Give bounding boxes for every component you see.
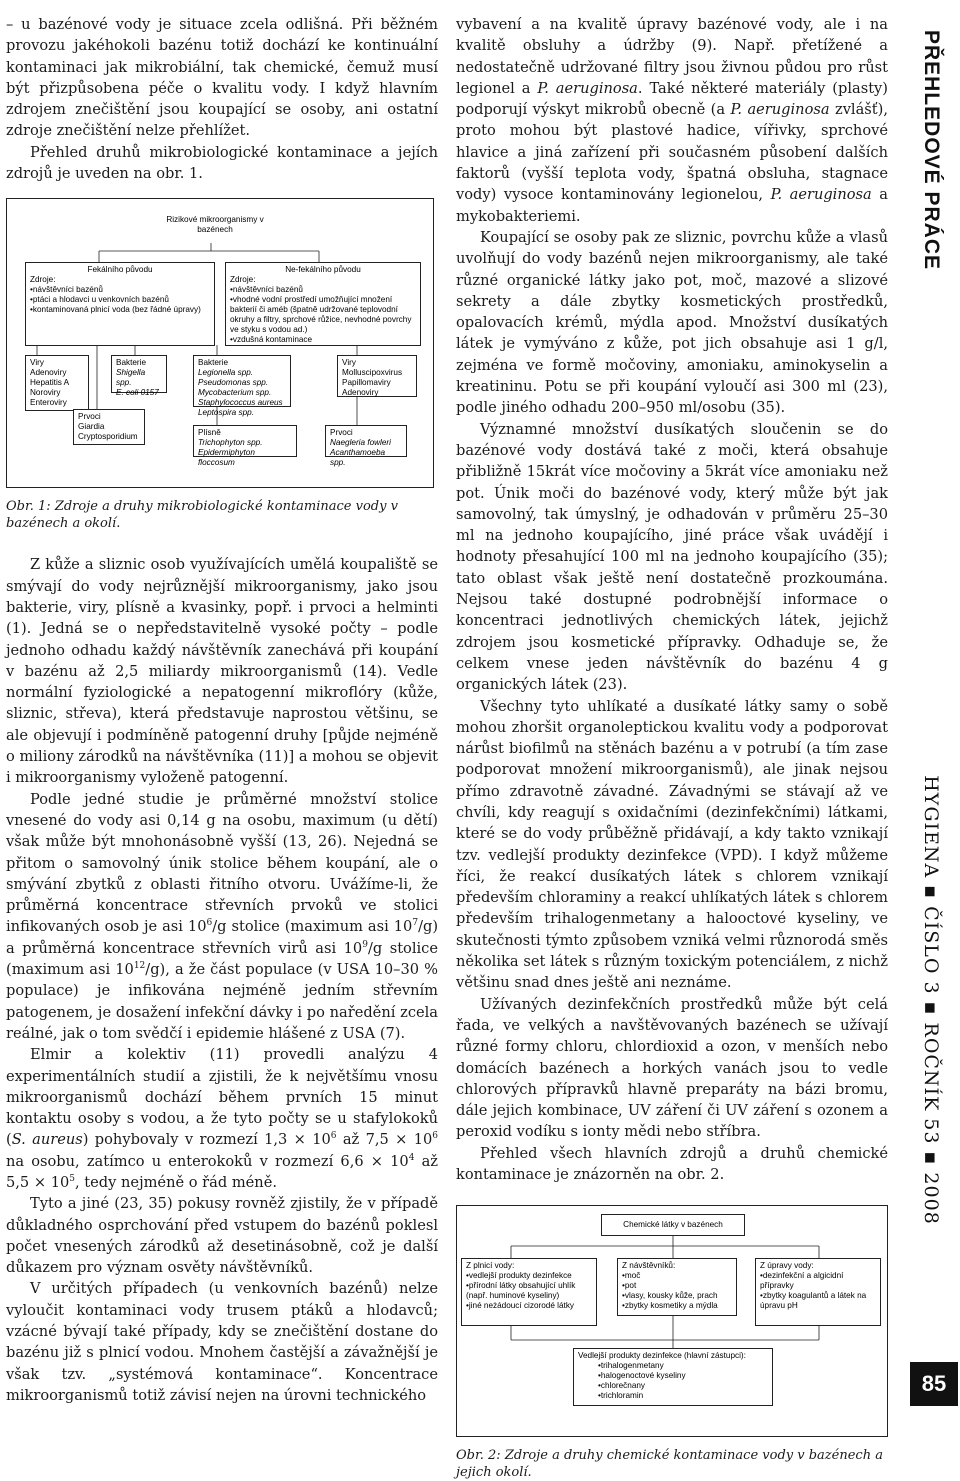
- paragraph: Podle jedné studie je průměrné množství stolice vnesené do vody asi 0,14 g na osobu, maximum (u dětí) však může být mnohonásobně vyšší (13, 26). Nejedná se přitom o samovolný únik stolice během koupání, ale o smývání zbytků z oblasti řitního otvoru. Uvážíme-li, že průměrná koncentrace střevních prvoků ve stolici infikovaných osob je asi $10^6/g$ stolice (maximum asi $10^7/g$) a průměrná koncentrace střevních virů asi $10^9/g$ stolice (maximum asi $10^{12}/g$), a že část populace (v USA 10–30 % populace) je infikována nejméně jedním střevním patogenem, je dosažení infekční dávky i po naředění zcela reálné, jak o tom svědčí i epidemie hlášené z USA (7).: [6, 790, 439, 1042]
- list-item: • pot: [622, 1281, 732, 1291]
- list-item: • moč: [622, 1271, 732, 1281]
- list-item: • vhodné vodní prostředí umožňující množení bakterií či améb (špatně udržované teplovodní okruhy a filtry, sprchové růžice, nevhodné povrchy ve styku s vodou ad.): [230, 295, 416, 335]
- list-item: • chlorečnany: [598, 1381, 768, 1391]
- list-item: • halogenoctové kyseliny: [598, 1371, 768, 1381]
- fig1-top-node: Rizikové mikroorganismy v bazénech: [155, 213, 275, 243]
- list-item: • přírodní látky obsahující uhlík (např. huminové kyseliny): [466, 1281, 592, 1301]
- paragraph: Významné množství dusíkatých sloučenin se do bazénové vody dostává také z moči, která obsahuje přibližně 15krát více močoviny a 5krát více amoniaku než pot. Únik moči do bazénové vody, který může být jak samovolný, tak úmyslný, je odhadován v průměru 25–30 ml na jednoho koupajícího, jiné práce však uvádějí i hodnoty přesahující 100 ml na jednoho koupajícího (35); tato oblast však ještě není dostatečně prozkoumána. Nejsou také dostupné podrobnější informace o koncentraci jednotlivých chemických látek, jejichž zdrojem jsou kosmetické přípravky. Odhaduje se, že celkem vnese jeden návštěvník do bazénu 4 g organických látek (23).: [456, 420, 888, 694]
- fig1-nonfecal-viruses-box: Viry Molluscipoxvirus Papillomaviry Adenoviry: [337, 355, 417, 397]
- fig1-fecal-origin-box: Fekálního původu Zdroje: • návštěvníci bazénů • ptáci a hlodavci u venkovních bazénů • kontaminovaná plnicí voda (bez řádné úpravy): [25, 262, 215, 346]
- paragraph: Tyto a jiné (23, 35) pokusy rovněž zjistily, že v případě důkladného osprchování před vstupem do bazénů poklesl počet vnesených zárodků až desetinásobně, což je další důkazem pro význam osvěty návštěvníků.: [6, 1195, 438, 1277]
- paragraph-continued: vybavení a na kvalitě úpravy bazénové vody, ale i na kvalitě obsluhy a údržby (9). Např. přetížené a nedostatečně udržované filtry jsou živnou půdou pro růst legionel a P. aeruginosa. Také některé materiály (plasty) podporují výskyt mikrobů obecně (a P. aeruginosa zvlášť), proto mohou být plastové hadice, vířivky, sprchové hlavice a jiná zařízení při současném působení dalších faktorů (vyšší teplota vody, špatná obsluha, stagnace vody) vysoce kontaminovány legionelou, P. aeruginosa a mykobakteriemi.: [456, 16, 888, 225]
- section-label: PŘEHLEDOVÉ PRÁCE: [920, 29, 943, 271]
- fig2-byproducts-box: Vedlejší produkty dezinfekce (hlavní zástupci): • trihalogenmetany • halogenoctové kyseliny • chlorečnany • trichloramin: [573, 1348, 773, 1406]
- fig2-visitors-box: Z návštěvníků: • moč • pot • vlasy, kousky kůže, prach • zbytky kosmetiky a mýdla: [617, 1258, 737, 1316]
- paragraph: Koupající se osoby pak ze sliznic, povrchu kůže a vlasů uvolňují do vody bazénů nejen mikroorganismy, ale také různé organické látky jako pot, moč, mazové a slizové sekrety a dále zbytky kosmetických prostředků, opalovacích krémů, mýdla apod. Množství dusíkatých látek je vymýváno z kůže, pot jich obsahuje asi 1 g/l, zejména ve formě močoviny, amoniaku, aminokyselin a kreatininu. Potu se při koupání vyloučí asi 300 ml (23), podle jiného odhadu 200–950 ml/osobu (35).: [456, 228, 888, 417]
- list-item: • vlasy, kousky kůže, prach: [622, 1291, 732, 1301]
- paragraph: Užívaných dezinfekčních prostředků může být celá řada, ve velkých a navštěvovaných bazénech se užívají různé formy chloru, chlordioxid a ozon, v menších nebo domácích bazénech a horkých vanách jsou to vedle chlorových přípravků hlavně preparáty na bázi bromu, dále jejich kombinace, UV záření či UV záření s ozonem a peroxid vodíku s ionty mědi nebo stříbra.: [456, 995, 888, 1141]
- list-item: • zbytky kosmetiky a mýdla: [622, 1301, 732, 1311]
- right-column: [456, 14, 888, 1481]
- figure-1-diagram: [6, 198, 434, 488]
- fig2-water-treatment-box: Z úpravy vody: • dezinfekční a algicidní přípravky • zbytky koagulantů a látek na úpravu pH: [755, 1258, 881, 1326]
- paragraph: Elmir a kolektiv (11) provedli analýzu 4 experimentálních studií a zjistili, že k největšímu vnosu mikroorganismů dochází během prvních 15 minut kontaktu osoby s vodou, a že tyto počty se u stafylokoků (S. aureus) pohybovaly v rozmezí $1,3 \times 10^6$ až $7,5 \times 10^6$ na osobu, zatímco u enterokoků v rozmezí $6,6 \times 10^4$ až $5,5 \times 10^5$, tedy nejméně o řád méně.: [6, 1046, 438, 1191]
- figure-2-diagram: [456, 1205, 888, 1437]
- list-item: • návštěvníci bazénů: [230, 285, 416, 295]
- list-item: • trichloramin: [598, 1391, 768, 1401]
- list-item: • ptáci a hlodavci u venkovních bazénů: [30, 295, 210, 305]
- list-item: • jiné neżádoucí cizorodé látky: [466, 1301, 592, 1311]
- list-item: • dezinfekční a algicidní přípravky: [760, 1271, 876, 1291]
- journal-label: HYGIENA ▪ ČÍSLO 3 ▪ ROČNÍK 53 ▪ 2008: [920, 775, 942, 1225]
- fig2-fill-water-box: Z plnicí vody: • vedlejší produkty dezinfekce • přírodní látky obsahující uhlík (např. huminové kyseliny) • jiné neżádoucí cizorodé látky: [461, 1258, 597, 1326]
- fig1-fecal-viruses-box: Viry Adenoviry Hepatitis A Noroviry Enteroviry: [25, 355, 89, 411]
- paragraph-intro: – u bazénové vody je situace zcela odlišná. Při běžném provozu jakéhokoli bazénu totiž dochází ke kontinuální kontaminaci jak mikrobiální, tak chemické, čemuž musí být přizpůsobena péče o kvalitu vody. I když hlavním zdrojem znečištění jsou koupající se osoby, ani ostatní zdroje znečištění nelze přehlížet.: [6, 16, 438, 140]
- fig2-top-node: Chemické látky v bazénech: [601, 1214, 745, 1236]
- fig1-fecal-bacteria-box: Bakterie Shigella spp. E. coli 0157: [111, 355, 167, 393]
- paragraph: Všechny tyto uhlíkaté a dusíkaté látky samy o sobě mohou zhoršit organoleptickou kvalitu vody a podporovat nárůst biofilmů na stěnách bazénu a v potrubí (a tím zase podporovat množení mikroorganismů), ale jinak nejsou přímo zdravotně závadné. Závadnými se stávají až ve chvíli, kdy reagují s oxidačními (dezinfekčními) látkami, které se do vody průběžně přidávají, a kdy takto vznikají tzv. vedlejší produkty dezinfekce (VPD). I když můžeme říci, že reakcí dusíkatých látek s chlorem vznikají především chloraminy a reakcí uhlíkatých látek s chlorem především trihalogenmetany a halooctové kyseliny, ve skutečnosti týmto způsobem vzniká velmi různorodá směs několika set látek s různým toxickým potenciálem, z nichž většinu snad dnes ještě ani neznáme.: [456, 697, 888, 992]
- fig1-nonfecal-protozoa-box: Prvoci Naegleria fowleri Acanthamoeba spp.: [325, 425, 407, 457]
- fig1-nonfecal-origin-box: Ne-fekálního původu Zdroje: • návštěvníci bazénů • vhodné vodní prostředí umožňující množení bakterií či améb (špatně udržované teplovodní okruhy a filtry, sprchové růžice, nevhodné povrchy ve styku s vodou ad.) • vzdušná kontaminace: [225, 262, 421, 346]
- paragraph-overview: Přehled druhů mikrobiologické kontaminace a jejích zdrojů je uveden na obr. 1.: [6, 143, 438, 183]
- list-item: • návštěvníci bazénů: [30, 285, 210, 295]
- fig1-fungi-box: Plísně Trichophyton spp. Epidermiphyton floccosum: [193, 425, 297, 457]
- paragraph: Z kůže a sliznic osob využívajících umělá koupaliště se smývají do vody nejrůznější mikroorganismy, jako jsou bakterie, viry, plísně a kvasinky, popř. i prvoci a helminti (1). Jedná se o nepředstavitelně vysoké počty – podle jednoho odhadu každý návštěvník zanechává při koupání v bazénu až 2,5 miliardy mikroorganismů (14). Vedle normální fyziologické a nepatogenní mikroflóry (kůže, sliznic, střeva), která představuje naprostou většinu, se ale objevují i podmíněně patogenní druhy [půjde nejméně o miliony zárodků na návštěvníka (11)] a mohou se objevit i mikroorganismy vyloženě patogenní.: [6, 556, 438, 787]
- list-item: • vzdušná kontaminace: [230, 335, 416, 345]
- paragraph: Přehled všech hlavních zdrojů a druhů chemické kontaminace je znázorněn na obr. 2.: [456, 1144, 888, 1184]
- list-item: • zbytky koagulantů a látek na úpravu pH: [760, 1291, 876, 1311]
- figure-2-caption: Obr. 2: Zdroje a druhy chemické kontaminace vody v bazénech a jejich okolí.: [456, 1448, 883, 1481]
- left-column: [6, 14, 438, 1406]
- list-item: • trihalogenmetany: [598, 1361, 768, 1371]
- fig1-nonfecal-bacteria-box: Bakterie Legionella spp. Pseudomonas spp. Mycobacterium spp. Staphylococcus aureus Leptospira spp.: [193, 355, 291, 407]
- figure-1-caption: Obr. 1: Zdroje a druhy mikrobiologické kontaminace vody v bazénech a okolí.: [6, 499, 398, 532]
- paragraph: V určitých případech (u venkovních bazénů) nelze vyloučit kontaminaci vody trusem ptáků a hlodavců; vzácné bývají také případy, kdy se znečištění dostane do bazénu již s plnicí vodou. Mnohem častější a závažnější je však tzv. „systémová kontaminace“. Koncentrace mikroorganismů totiž závisí nejen na úrovni technického: [6, 1280, 438, 1404]
- page-number: 85: [910, 1362, 958, 1406]
- list-item: • vedlejší produkty dezinfekce: [466, 1271, 592, 1281]
- fig1-fecal-protozoa-box: Prvoci Giardia Cryptosporidium: [73, 409, 145, 445]
- list-item: • kontaminovaná plnicí voda (bez řádné úpravy): [30, 305, 210, 315]
